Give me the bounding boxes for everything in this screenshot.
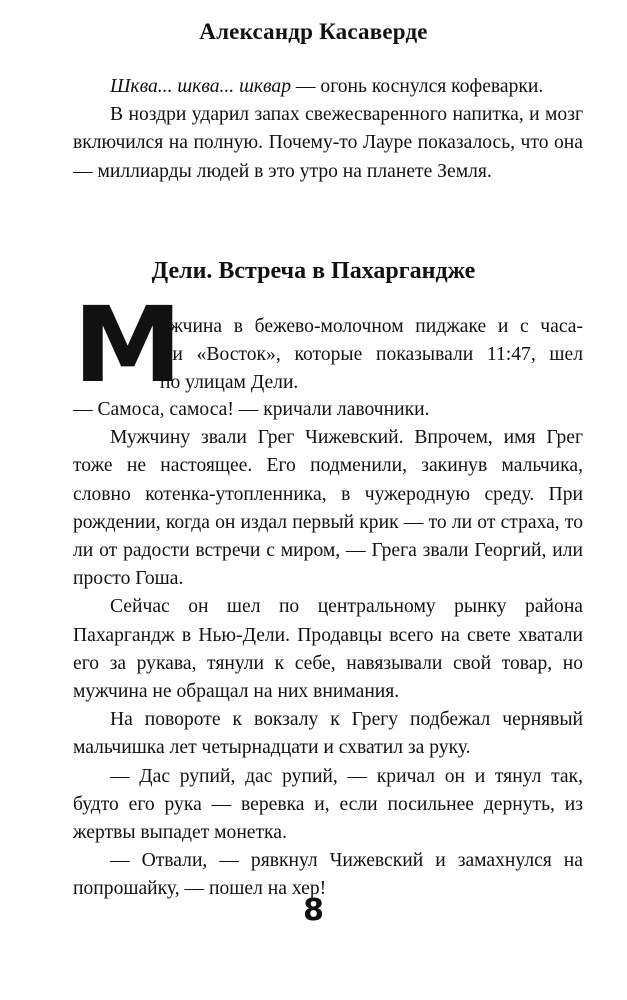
dropcap-line-3: по улицам Дели. <box>160 372 299 394</box>
intro-paragraph-1 <box>73 73 583 101</box>
paragraph-shouts: — Самоса, самоса! — кричали лавочники. <box>73 399 430 420</box>
intro-text <box>73 73 583 186</box>
page-number: 8 <box>303 893 324 928</box>
dropcap-letter: М <box>73 284 183 406</box>
paragraph-market: Сейчас он шел по центральному рынку района Пахаргандж в Нью-Дели. Продавцы всего на свете хватали его за рукава, тянули к себе, навязывали свой товар, но мужчина не обращал на них внимания. <box>73 596 583 703</box>
dropcap-line-1: ужчина в бежево-молочном пиджаке и с часа- <box>160 316 583 337</box>
paragraph-greg-name: Мужчину звали Грег Чижевский. Впрочем, имя Грег тоже не настоящее. Его подменили, закинув мальчика, словно котенка-утопленника, в чужеродную среду. При рождении, когда он издал первый крик — то ли от страха, то ли от радости встречи с миром, — Грега звали Георгий, или просто Гоша. <box>73 427 583 590</box>
section-title: Дели. Встреча в Пахаргандже <box>151 258 476 284</box>
running-head-author: Александр Касаверде <box>199 19 428 44</box>
body-text <box>73 396 583 904</box>
paragraph-otvali: — Отвали, — рявкнул Чижевский и замахнулся на попрошайку, — пошел на хер! <box>73 850 583 900</box>
paragraph-das-rupees: — Дас рупий, дас рупий, — кричал он и тянул так, будто его рука — веревка и, если посильнее дернуть, из жертвы выпадет монетка. <box>73 765 583 844</box>
paragraph-boy: На повороте к вокзалу к Грегу подбежал чернявый мальчишка лет четырнадцати и схватил за руку. <box>73 709 583 759</box>
dropcap-paragraph <box>160 313 583 398</box>
dropcap-line-2: ми «Восток», которые показывали 11:47, шел <box>160 344 583 366</box>
intro-paragraph-1-rest: — огонь коснулся кофеварки. <box>291 76 544 97</box>
intro-italic-sound: Шква... шква... шквар <box>110 76 292 97</box>
intro-paragraph-2: В ноздри ударил запах свежесваренного напитка, и мозг включился на полную. Почему-то Лауре показалось, что она — миллиарды людей в это утро на планете Земля. <box>73 104 583 182</box>
